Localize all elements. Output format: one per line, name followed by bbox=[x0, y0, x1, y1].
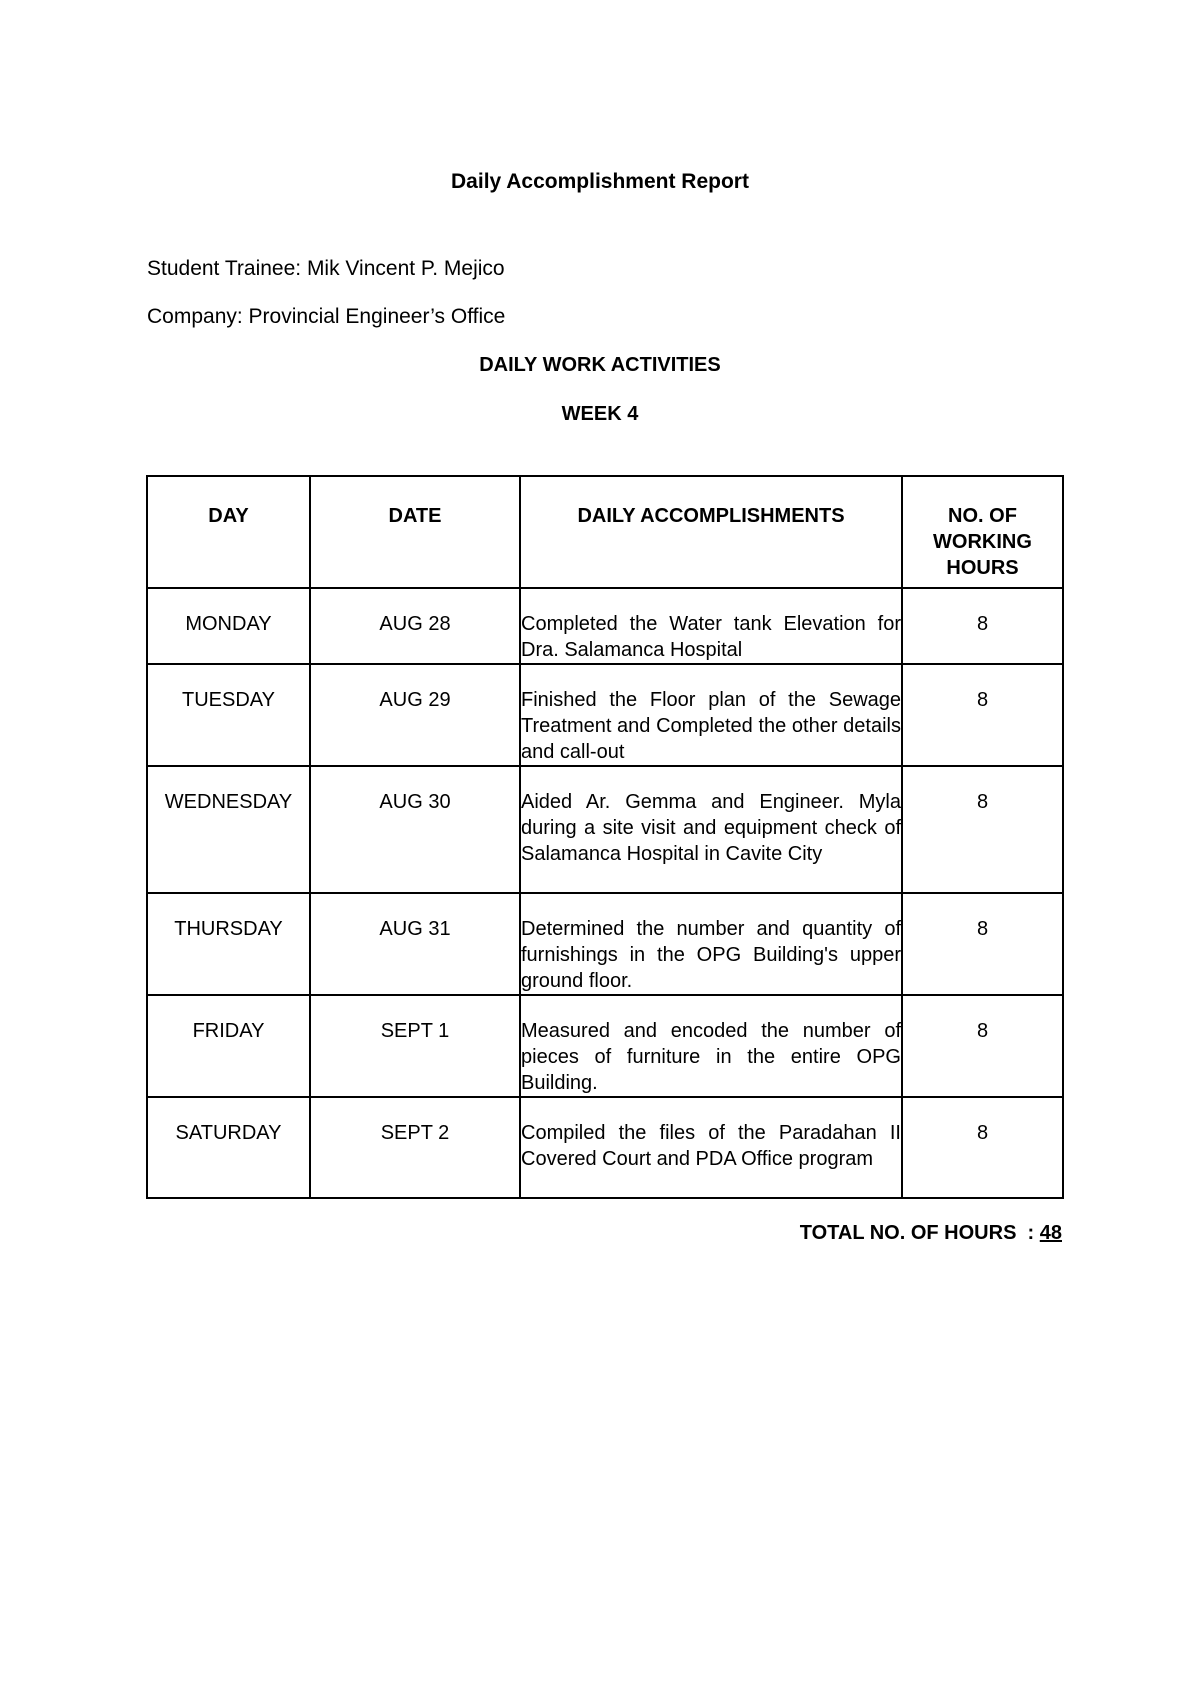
row-date: SEPT 1 bbox=[310, 995, 520, 1097]
header-date: DATE bbox=[310, 476, 520, 588]
row-accomplishment: Finished the Floor plan of the Sewage Treatment and Completed the other details and call-out bbox=[520, 664, 902, 766]
total-hours-label: TOTAL NO. OF HOURS : bbox=[799, 1222, 1035, 1244]
table-header-row bbox=[147, 476, 1063, 588]
total-hours-value: 48 bbox=[1039, 1222, 1062, 1244]
row-date: AUG 29 bbox=[310, 664, 520, 766]
student-trainee: Student Trainee: Mik Vincent P. Mejico bbox=[147, 257, 505, 280]
row-accomplishment: Measured and encoded the number of pieces of furniture in the entire OPG Building. bbox=[520, 995, 902, 1097]
row-date: AUG 30 bbox=[310, 766, 520, 893]
row-day: WEDNESDAY bbox=[147, 766, 310, 893]
section-heading: DAILY WORK ACTIVITIES bbox=[479, 354, 721, 376]
table-row bbox=[147, 893, 1063, 995]
table-row bbox=[147, 766, 1063, 893]
row-date: AUG 31 bbox=[310, 893, 520, 995]
row-day: MONDAY bbox=[147, 588, 310, 664]
row-hours: 8 bbox=[902, 1097, 1063, 1198]
header-hours-label: NO. OF WORKING HOURS bbox=[933, 505, 1032, 579]
week-label: WEEK 4 bbox=[561, 403, 639, 425]
table-row bbox=[147, 995, 1063, 1097]
table-row bbox=[147, 588, 1063, 664]
row-accomplishment: Compiled the files of the Paradahan II Covered Court and PDA Office program bbox=[520, 1097, 902, 1198]
report-title: Daily Accomplishment Report bbox=[451, 170, 749, 193]
total-hours bbox=[800, 1222, 1062, 1245]
row-hours: 8 bbox=[902, 766, 1063, 893]
row-day: FRIDAY bbox=[147, 995, 310, 1097]
header-day: DAY bbox=[147, 476, 310, 588]
row-day: SATURDAY bbox=[147, 1097, 310, 1198]
row-accomplishment: Determined the number and quantity of furnishings in the OPG Building's upper ground floor. bbox=[520, 893, 902, 995]
table-row bbox=[147, 1097, 1063, 1198]
table-row bbox=[147, 664, 1063, 766]
row-day: TUESDAY bbox=[147, 664, 310, 766]
row-day: THURSDAY bbox=[147, 893, 310, 995]
row-date: SEPT 2 bbox=[310, 1097, 520, 1198]
row-accomplishment: Completed the Water tank Elevation for Dra. Salamanca Hospital bbox=[520, 588, 902, 664]
header-accomplishments: DAILY ACCOMPLISHMENTS bbox=[520, 476, 902, 588]
row-hours: 8 bbox=[902, 995, 1063, 1097]
row-hours: 8 bbox=[902, 664, 1063, 766]
row-accomplishment: Aided Ar. Gemma and Engineer. Myla during a site visit and equipment check of Salamanca Hospital in Cavite City bbox=[520, 766, 902, 893]
activities-table bbox=[146, 475, 1064, 1199]
company-name: Company: Provincial Engineer’s Office bbox=[147, 305, 506, 328]
row-hours: 8 bbox=[902, 893, 1063, 995]
row-date: AUG 28 bbox=[310, 588, 520, 664]
row-hours: 8 bbox=[902, 588, 1063, 664]
header-hours bbox=[902, 476, 1063, 588]
